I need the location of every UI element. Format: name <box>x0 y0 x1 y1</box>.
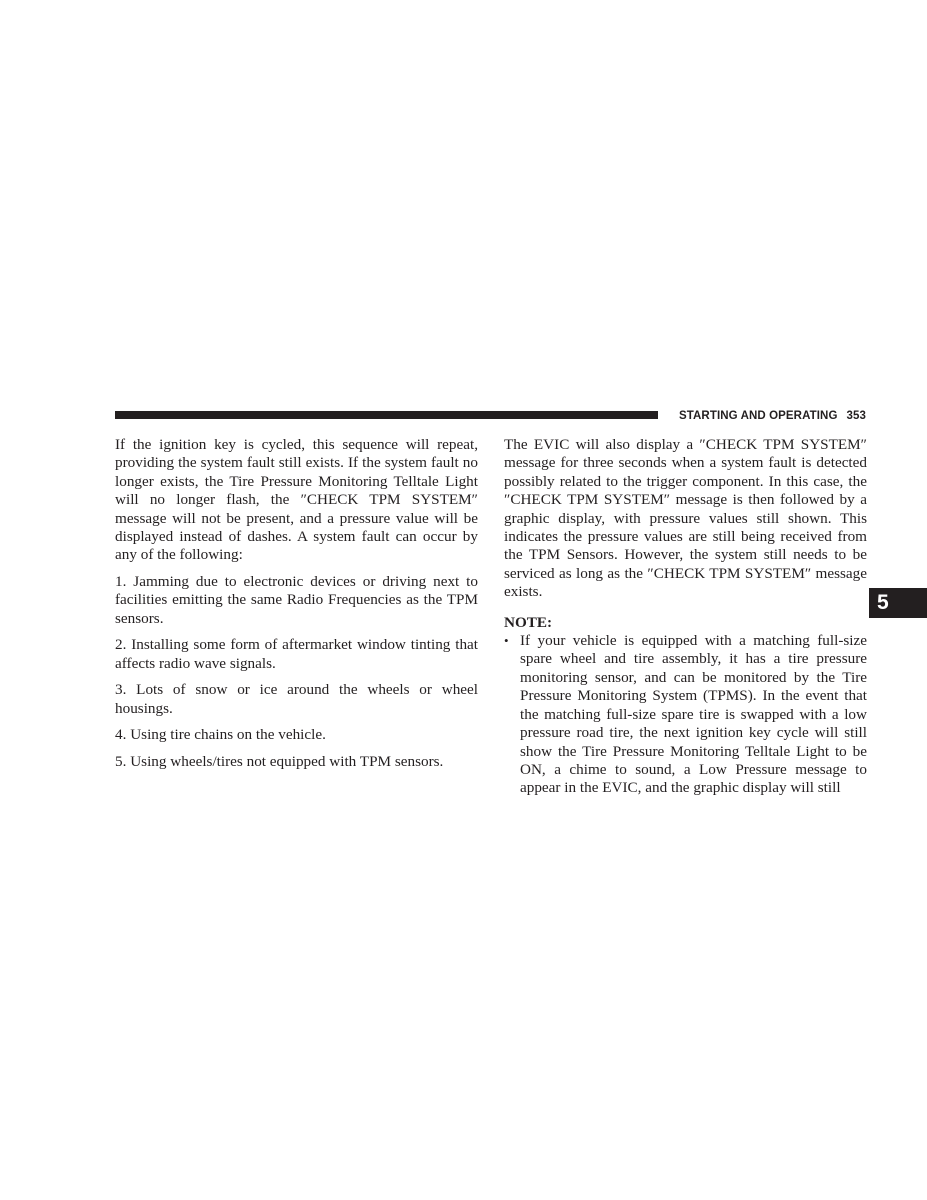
intro-paragraph: If the ignition key is cycled, this sequence will repeat, providing the system fault still exists. If the system fault no longer exists, the Tire Pressure Monitoring Telltale Light will no longer flash, the ″CHECK TPM SYSTEM″ message will not be present, and a pressure value will be displayed instead of dashes. A system fault can occur by any of the following: <box>115 436 478 564</box>
right-column <box>504 436 867 798</box>
header-rule <box>115 411 658 419</box>
fault-cause-item: 4. Using tire chains on the vehicle. <box>115 726 326 744</box>
fault-cause-item: 5. Using wheels/tires not equipped with TPM sensors. <box>115 753 444 771</box>
bullet-icon: • <box>504 633 509 649</box>
evic-paragraph: The EVIC will also display a ″CHECK TPM SYSTEM″ message for three seconds when a system fault is detected possibly related to the trigger component. In this case, the ″CHECK TPM SYSTEM″ message is then followed by a graphic display, with pressure values still shown. This indicates the pressure values are still being received from the TPM Sensors. However, the system still needs to be serviced as long as the ″CHECK TPM SYSTEM″ message exists. <box>504 436 867 601</box>
fault-cause-item: 2. Installing some form of aftermarket window tinting that affects radio wave signals. <box>115 636 478 672</box>
chapter-tab: 5 <box>869 588 927 618</box>
page-number: 353 <box>846 410 866 422</box>
note-bullet-item <box>504 632 867 798</box>
left-column <box>115 436 478 780</box>
note-heading: NOTE: <box>504 613 553 631</box>
running-header <box>668 408 866 424</box>
fault-cause-item: 1. Jamming due to electronic devices or driving next to facilities emitting the same Radio Frequencies as the TPM sensors. <box>115 573 478 627</box>
section-title: STARTING AND OPERATING <box>678 410 838 422</box>
fault-cause-item: 3. Lots of snow or ice around the wheels or wheel housings. <box>115 681 478 717</box>
note-bullet-text: If your vehicle is equipped with a matching full-size spare wheel and tire assembly, it has a tire pressure monitoring sensor, and can be monitored by the Tire Pressure Monitoring System (TPMS). In the event that the matching full-size spare tire is swapped with a low pressure road tire, the next ignition key cycle will still show the Tire Pressure Monitoring Telltale Light to be ON, a chime to sound, a Low Pressure message to appear in the EVIC, and the graphic display will still <box>520 632 867 797</box>
